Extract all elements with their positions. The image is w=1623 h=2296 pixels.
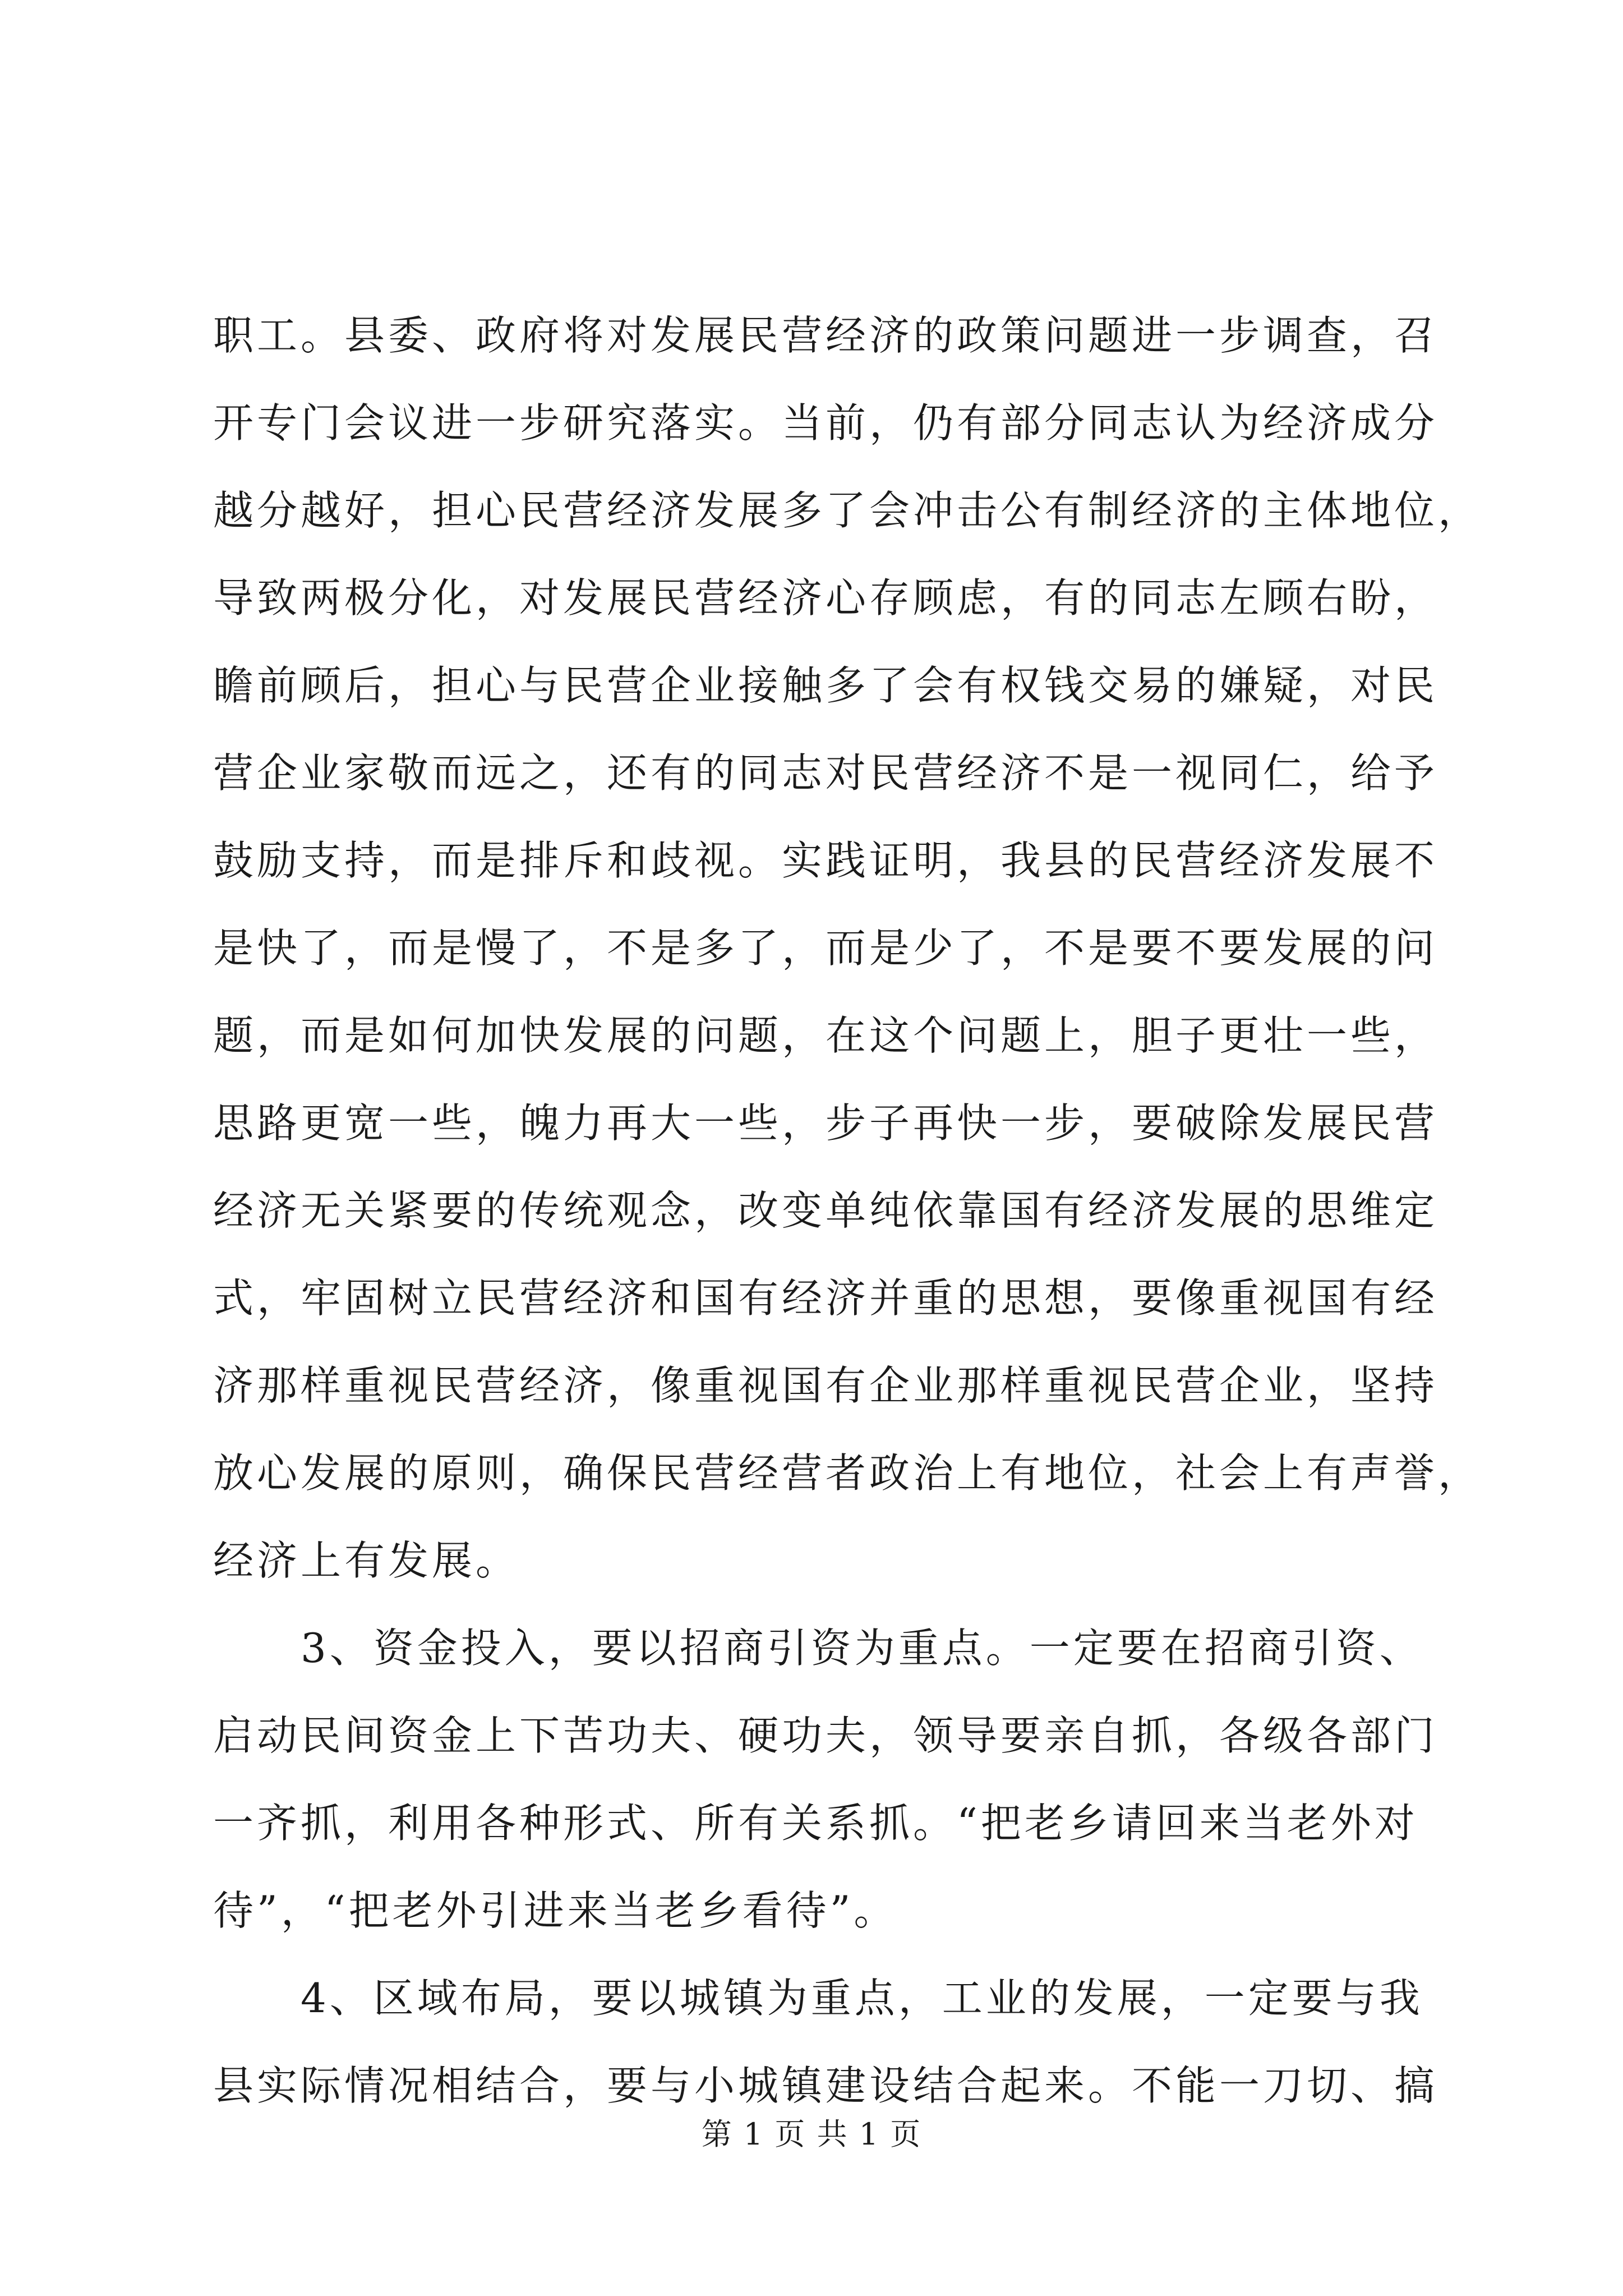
text-line: 职工。县委、政府将对发展民营经济的政策问题进一步调查，召 <box>213 312 1438 359</box>
text-line: 启动民间资金上下苦功夫、硬功夫，领导要亲自抓，各级各部门 <box>213 1712 1438 1759</box>
text-line: 一齐抓，利用各种形式、所有关系抓。“把老乡请回来当老外对 <box>213 1800 1418 1847</box>
text-line: 式，牢固树立民营经济和国有经济并重的思想，要像重视国有经 <box>213 1274 1438 1322</box>
text-line: 越分越好，担心民营经济发展多了会冲击公有制经济的主体地位， <box>213 487 1482 534</box>
text-line: 营企业家敬而远之，还有的同志对民营经济不是一视同仁，给予 <box>213 749 1438 797</box>
text-line: 瞻前顾后，担心与民营企业接触多了会有权钱交易的嫌疑，对民 <box>213 662 1438 709</box>
text-line: 题，而是如何加快发展的问题，在这个问题上，胆子更壮一些， <box>213 1012 1438 1059</box>
text-line: 3、资金投入，要以招商引资为重点。一定要在招商引资、 <box>213 1625 1423 1672</box>
page-number-label: 第 1 页 共 1 页 <box>701 2116 922 2152</box>
text-line: 思路更宽一些，魄力再大一些，步子再快一步，要破除发展民营 <box>213 1099 1438 1147</box>
text-line: 县实际情况相结合，要与小城镇建设结合起来。不能一刀切、搞 <box>213 2062 1438 2109</box>
text-line: 待”，“把老外引进来当老乡看待”。 <box>213 1887 898 1934</box>
page-footer <box>0 2115 1623 2154</box>
text-line: 放心发展的原则，确保民营经营者政治上有地位，社会上有声誉， <box>213 1450 1482 1497</box>
text-line: 导致两极分化，对发展民营经济心存顾虑，有的同志左顾右盼， <box>213 574 1438 622</box>
text-line: 经济无关紧要的传统观念，改变单纯依靠国有经济发展的思维定 <box>213 1187 1438 1234</box>
body-text <box>213 292 1482 2129</box>
text-line: 经济上有发展。 <box>213 1537 520 1584</box>
text-line: 鼓励支持，而是排斥和歧视。实践证明，我县的民营经济发展不 <box>213 837 1438 884</box>
text-line: 是快了，而是慢了，不是多了，而是少了，不是要不要发展的问 <box>213 924 1438 972</box>
text-line: 4、区域布局，要以城镇为重点，工业的发展，一定要与我 <box>213 1975 1423 2022</box>
text-line: 开专门会议进一步研究落实。当前，仍有部分同志认为经济成分 <box>213 399 1438 447</box>
text-line: 济那样重视民营经济，像重视国有企业那样重视民营企业，坚持 <box>213 1362 1438 1409</box>
